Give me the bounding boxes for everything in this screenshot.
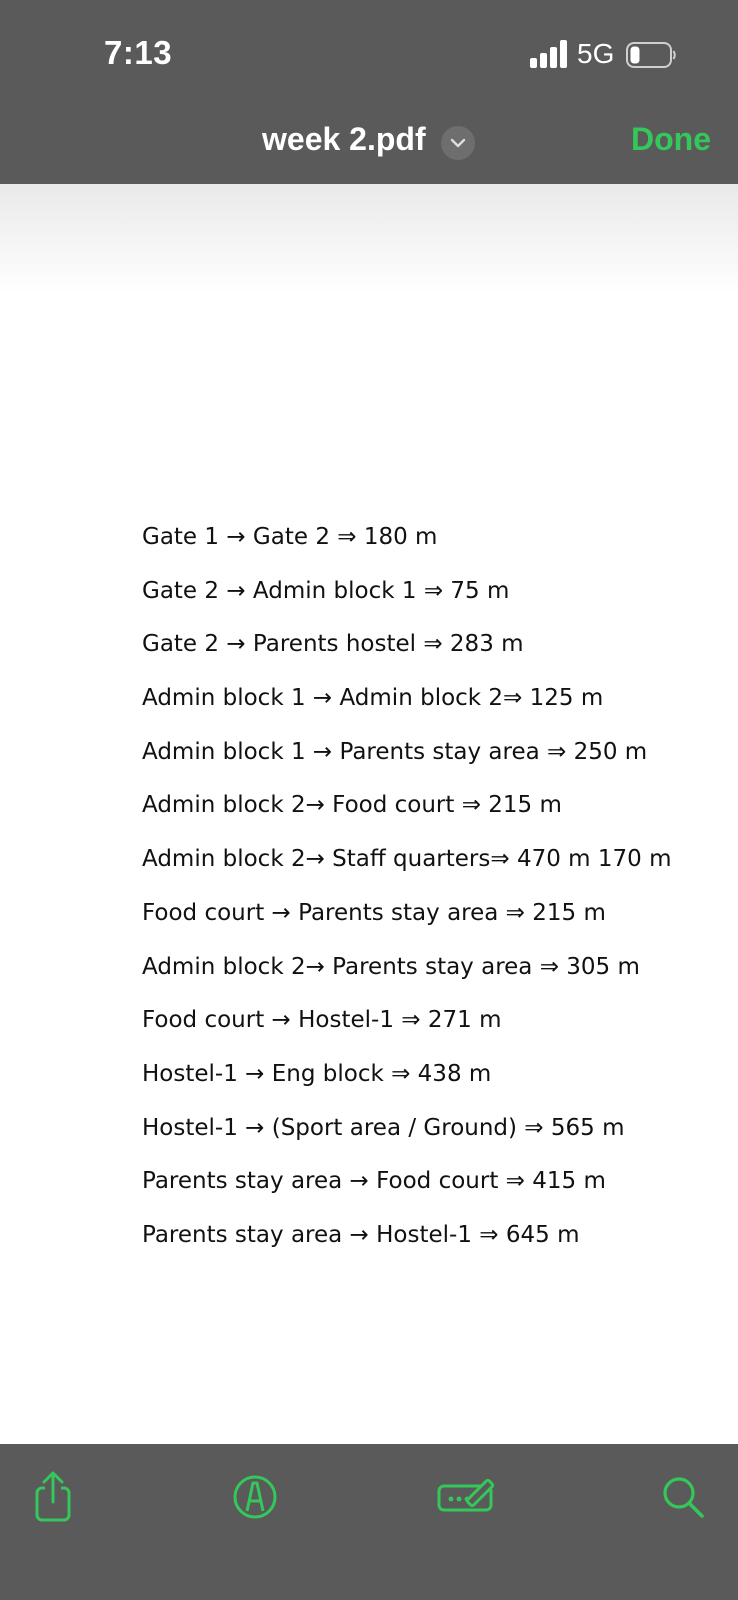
bottom-toolbar (0, 1444, 738, 1600)
document-page (142, 516, 722, 1268)
document-line: Hostel-1 → Eng block ⇒ 438 m (142, 1060, 492, 1087)
markup-button[interactable] (228, 1470, 282, 1524)
document-line: Admin block 2→ Food court ⇒ 215 m (142, 792, 562, 819)
document-line: Gate 1 → Gate 2 ⇒ 180 m (142, 524, 438, 550)
status-time: 7:13 (104, 34, 173, 71)
document-line: Admin block 2→ Parents stay area ⇒ 305 m (142, 953, 640, 980)
fill-and-sign-button[interactable] (436, 1470, 500, 1524)
share-button[interactable] (26, 1470, 80, 1524)
document-line: Admin block 2→ Staff quarters⇒ 470 m 170 m (142, 846, 672, 873)
battery-icon (626, 42, 676, 68)
document-line: Food court → Hostel-1 ⇒ 271 m (142, 1007, 502, 1034)
done-button[interactable]: Done (631, 121, 711, 157)
markup-icon (230, 1472, 280, 1522)
page-top-shadow (0, 184, 738, 294)
search-icon (660, 1474, 706, 1520)
document-title[interactable]: week 2.pdf (262, 121, 426, 157)
cellular-signal-icon (530, 40, 568, 68)
document-line: Gate 2 → Parents hostel ⇒ 283 m (142, 631, 524, 658)
fill-sign-icon (436, 1472, 500, 1522)
network-label: 5G (577, 38, 615, 69)
chevron-down-icon[interactable] (441, 126, 475, 160)
document-line: Admin block 1 → Parents stay area ⇒ 250 m (142, 738, 648, 765)
document-line: Hostel-1 → (Sport area / Ground) ⇒ 565 m (142, 1114, 625, 1141)
document-line: Parents stay area → Food court ⇒ 415 m (142, 1168, 606, 1195)
document-line: Food court → Parents stay area ⇒ 215 m (142, 899, 606, 926)
document-line: Gate 2 → Admin block 1 ⇒ 75 m (142, 577, 510, 604)
share-icon (30, 1470, 76, 1524)
search-button[interactable] (656, 1470, 710, 1524)
document-line: Parents stay area → Hostel-1 ⇒ 645 m (142, 1221, 580, 1248)
document-line: Admin block 1 → Admin block 2⇒ 125 m (142, 685, 604, 712)
